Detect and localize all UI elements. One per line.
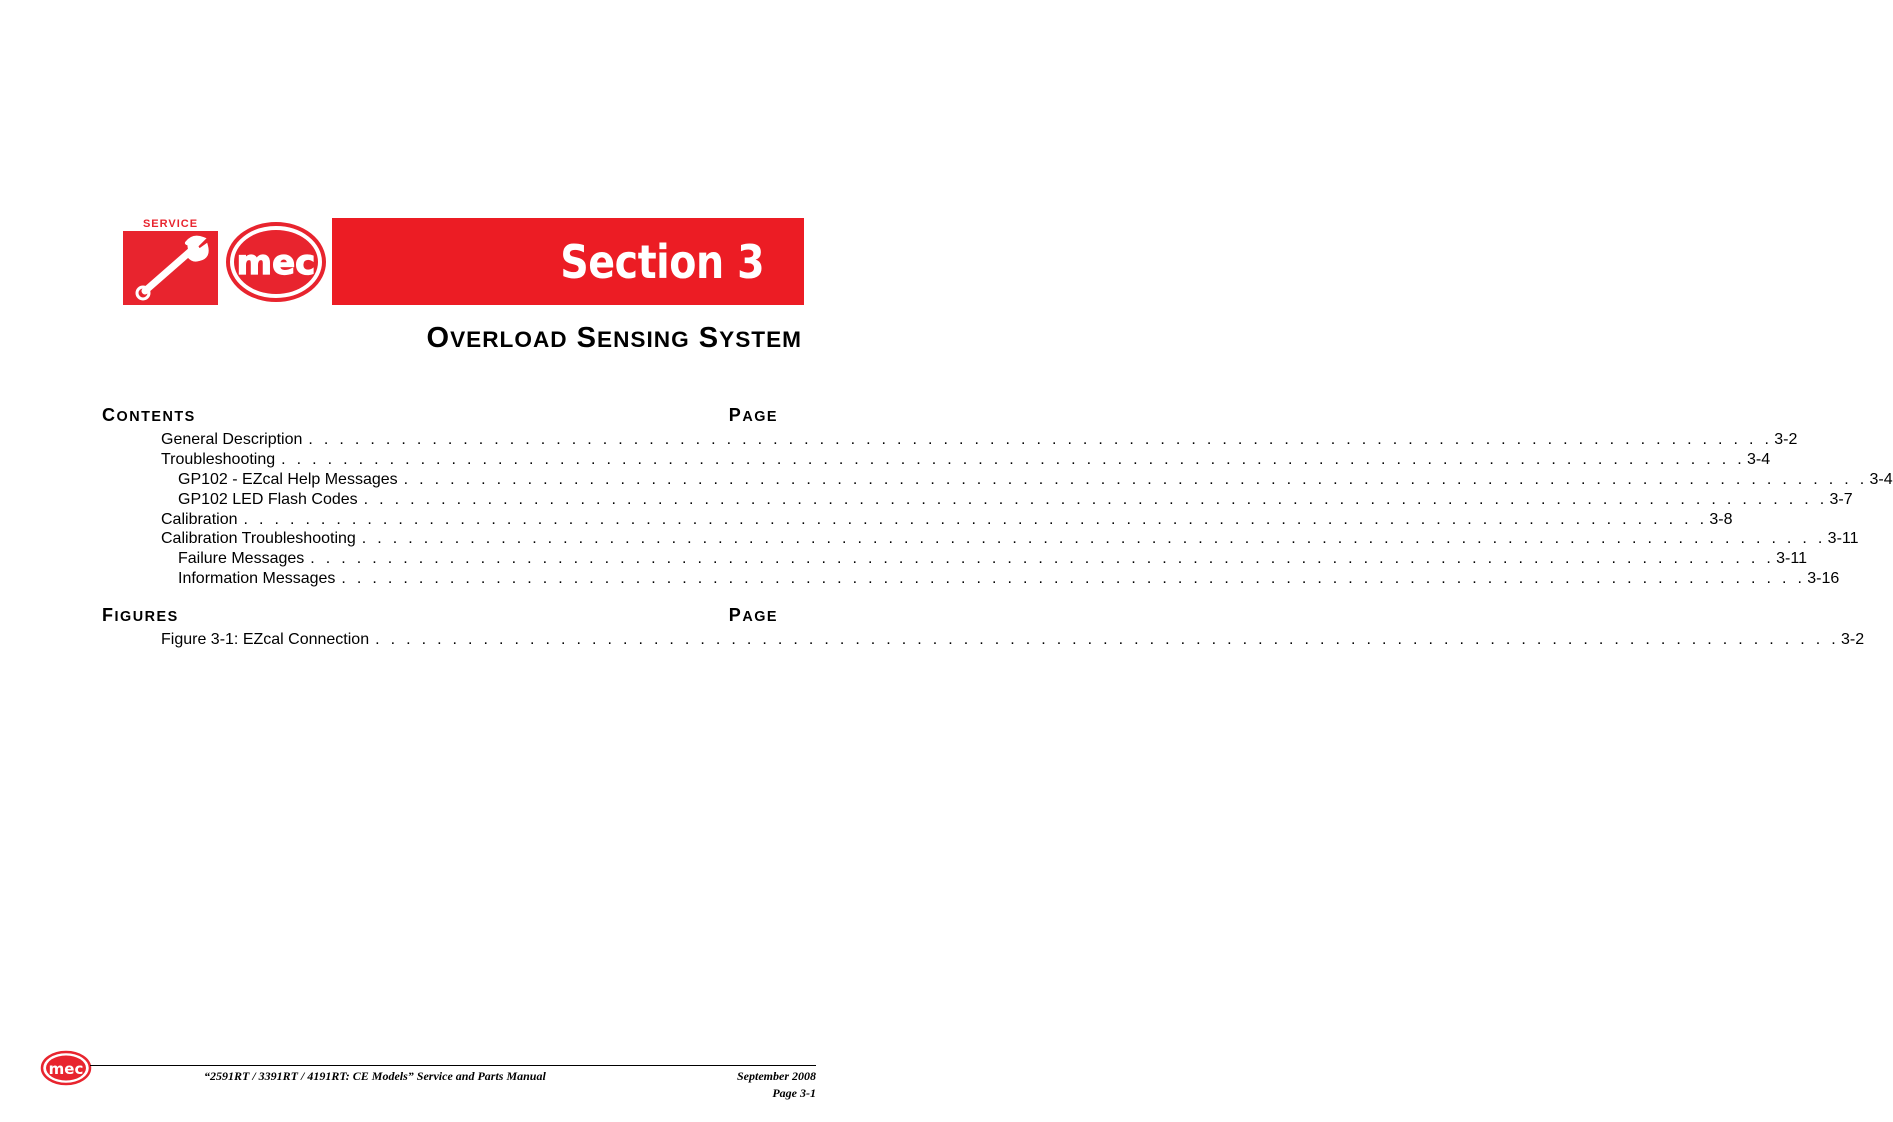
toc-entry-page: 3-11 [1827,530,1859,547]
toc-entry-title: Troubleshooting [161,451,276,468]
figure-entry-page: 3-2 [1840,631,1865,648]
toc-entry-page: 3-8 [1709,511,1733,528]
toc-entry[interactable] [178,569,1840,589]
contents-heading-initial: C [102,405,117,425]
contents-page-heading-initial: P [728,405,743,425]
toc-entry[interactable] [178,470,1893,490]
figures-page-heading [729,604,778,628]
title-word2-rest: ENSING [597,327,690,352]
toc-entry-page: 3-2 [1774,431,1798,448]
dot-leader: . . . . . . . . . . . . . . . . . . . . . . . . . . . . . . . . . . . . . . . . . . . . . . . . . . . . . . . . . . . . . . . . . . . . . . . . . . . . . . . . . . . . . . . . . . . . . . . [341,570,1806,587]
mec-logo [226,222,326,302]
service-label: SERVICE [142,218,199,230]
figures-heading-initial: F [102,605,115,625]
toc-entry-title: General Description [161,431,303,448]
dot-leader: . . . . . . . . . . . . . . . . . . . . . . . . . . . . . . . . . . . . . . . . . . . . . . . . . . . . . . . . . . . . . . . . . . . . . . . . . . . . . . . . . . . . . . . . . . . . . . . [281,451,1746,468]
contents-heading [102,404,196,428]
toc-entry[interactable] [161,510,1733,530]
toc-entry-page: 3-11 [1776,550,1807,567]
figures-heading-rest: IGURES [114,609,179,625]
dot-leader: . . . . . . . . . . . . . . . . . . . . . . . . . . . . . . . . . . . . . . . . . . . . . . . . . . . . . . . . . . . . . . . . . . . . . . . . . . . . . . . . . . . . . . . . . . . . . . . [361,530,1826,547]
toc-entry-title: Information Messages [178,570,336,587]
toc-entry-title: GP102 - EZcal Help Messages [178,471,398,488]
toc-entry-page: 3-4 [1869,471,1893,488]
title-word2-initial: S [576,322,598,354]
section-banner [332,218,804,305]
title-word1-rest: VERLOAD [450,327,568,352]
dot-leader: . . . . . . . . . . . . . . . . . . . . . . . . . . . . . . . . . . . . . . . . . . . . . . . . . . . . . . . . . . . . . . . . . . . . . . . . . . . . . . . . . . . . . . . . . . . . . . . [243,511,1708,528]
figures-heading [102,604,179,628]
contents-heading-rest: ONTENTS [116,409,196,425]
toc-entry[interactable] [178,490,1853,510]
contents-page-heading [729,404,778,428]
toc-entry-title: Calibration [161,511,238,528]
wrench-icon [123,231,218,305]
footer-page-number: Page 3-1 [772,1086,816,1100]
toc-entry-page: 3-16 [1807,570,1840,587]
title-word3-initial: S [698,322,720,354]
dot-leader: . . . . . . . . . . . . . . . . . . . . . . . . . . . . . . . . . . . . . . . . . . . . . . . . . . . . . . . . . . . . . . . . . . . . . . . . . . . . . . . . . . . . . . . . . . . . . . . [403,471,1868,488]
toc-entry[interactable] [161,450,1771,470]
footer-manual-title: “2591RT / 3391RT / 4191RT: CE Models” Service and Parts Manual [204,1069,546,1083]
dot-leader: . . . . . . . . . . . . . . . . . . . . . . . . . . . . . . . . . . . . . . . . . . . . . . . . . . . . . . . . . . . . . . . . . . . . . . . . . . . . . . . . . . . . . . . . . . . . . . . [308,431,1773,448]
figures-page-heading-rest: AGE [742,609,778,625]
toc-entry-title: GP102 LED Flash Codes [178,491,358,508]
toc-entry[interactable] [161,430,1798,450]
dot-leader: . . . . . . . . . . . . . . . . . . . . . . . . . . . . . . . . . . . . . . . . . . . . . . . . . . . . . . . . . . . . . . . . . . . . . . . . . . . . . . . . . . . . . . . . . . . . . . . [375,631,1839,648]
title-word1-initial: O [426,322,451,354]
footer-mec-logo [40,1050,92,1086]
toc-entry-page: 3-7 [1829,491,1853,508]
dot-leader: . . . . . . . . . . . . . . . . . . . . . . . . . . . . . . . . . . . . . . . . . . . . . . . . . . . . . . . . . . . . . . . . . . . . . . . . . . . . . . . . . . . . . . . . . . . . . . . [310,550,1775,567]
footer-divider [90,1065,816,1066]
toc-entry[interactable] [178,549,1807,569]
toc-entry-title: Calibration Troubleshooting [161,530,356,547]
toc-entry-page: 3-4 [1747,451,1771,468]
footer-date: September 2008 [737,1069,816,1083]
footer-logo-text: mec [48,1060,84,1078]
toc-entry-title: Failure Messages [178,550,305,567]
contents-page-heading-rest: AGE [742,409,778,425]
page-title [427,320,803,358]
title-word3-rest: YSTEM [719,327,802,352]
figure-entry[interactable] [161,630,1865,650]
figures-page-heading-initial: P [728,605,743,625]
mec-logo-text: mec [236,243,316,283]
dot-leader: . . . . . . . . . . . . . . . . . . . . . . . . . . . . . . . . . . . . . . . . . . . . . . . . . . . . . . . . . . . . . . . . . . . . . . . . . . . . . . . . . . . . . . . . . . . . . . . [363,491,1828,508]
toc-entry[interactable] [161,529,1859,549]
figure-entry-title: Figure 3-1: EZcal Connection [161,631,370,648]
service-logo [123,218,218,305]
section-title: Section 3 [559,235,764,289]
